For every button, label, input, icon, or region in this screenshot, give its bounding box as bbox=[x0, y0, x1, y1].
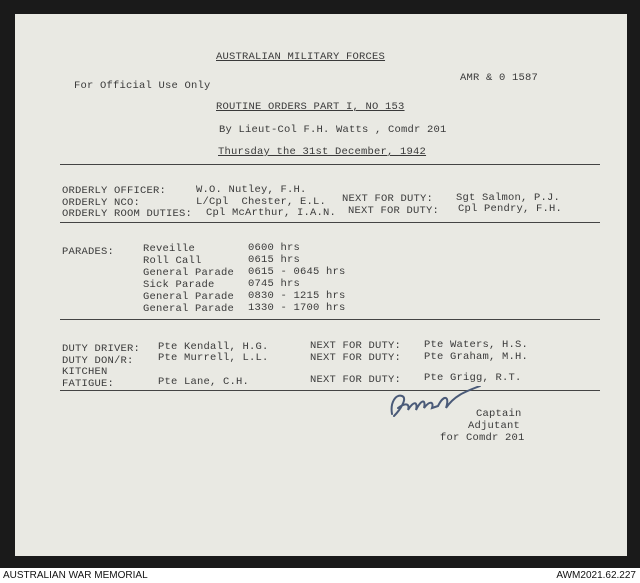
nco-next-value: Sgt Salmon, P.J. bbox=[456, 192, 561, 204]
orders-date: Thursday the 31st December, 1942 bbox=[218, 146, 427, 158]
parade-name: Sick Parade bbox=[143, 279, 215, 291]
reference-number: AMR & 0 1587 bbox=[460, 72, 539, 84]
parade-name: General Parade bbox=[143, 291, 235, 303]
room-label: ORDERLY ROOM DUTIES: bbox=[62, 208, 193, 220]
divider bbox=[60, 164, 600, 165]
parade-time: 0615 hrs bbox=[248, 254, 301, 266]
driver-label: DUTY DRIVER: bbox=[62, 343, 141, 355]
don-next-value: Pte Graham, M.H. bbox=[424, 351, 529, 363]
parade-time: 1330 - 1700 hrs bbox=[248, 302, 346, 314]
parade-time: 0615 - 0645 hrs bbox=[248, 266, 346, 278]
document-page bbox=[15, 14, 627, 556]
room-value: Cpl McArthur, I.A.N. bbox=[206, 207, 337, 219]
kitchen-label: KITCHEN bbox=[62, 366, 108, 378]
parade-name: General Parade bbox=[143, 267, 235, 279]
parade-name: Roll Call bbox=[143, 255, 202, 267]
fatigue-label: FATIGUE: bbox=[62, 378, 115, 390]
issued-by: By Lieut-Col F.H. Watts , Comdr 201 bbox=[219, 124, 447, 136]
divider bbox=[60, 390, 600, 391]
orders-title: ROUTINE ORDERS PART I, NO 153 bbox=[216, 101, 405, 113]
sign-role: Adjutant bbox=[468, 420, 521, 432]
sign-for: for Comdr 201 bbox=[440, 432, 525, 444]
footer-right: AWM2021.62.227 bbox=[556, 570, 636, 581]
parade-name: General Parade bbox=[143, 303, 235, 315]
room-next-label: NEXT FOR DUTY: bbox=[348, 205, 440, 217]
nco-value: L/Cpl Chester, E.L. bbox=[196, 196, 327, 208]
don-value: Pte Murrell, L.L. bbox=[158, 352, 269, 364]
fatigue-next-value: Pte Grigg, R.T. bbox=[424, 372, 522, 384]
nco-label: ORDERLY NCO: bbox=[62, 197, 141, 209]
sign-rank: Captain bbox=[476, 408, 522, 420]
parade-time: 0600 hrs bbox=[248, 242, 301, 254]
driver-next-value: Pte Waters, H.S. bbox=[424, 339, 529, 351]
parade-time: 0745 hrs bbox=[248, 278, 301, 290]
don-label: DUTY DON/R: bbox=[62, 355, 134, 367]
don-next-label: NEXT FOR DUTY: bbox=[310, 352, 402, 364]
divider bbox=[60, 222, 600, 223]
divider bbox=[60, 319, 600, 320]
driver-next-label: NEXT FOR DUTY: bbox=[310, 340, 402, 352]
officer-value: W.O. Nutley, F.H. bbox=[196, 184, 307, 196]
nco-next-label: NEXT FOR DUTY: bbox=[342, 193, 434, 205]
footer-left: AUSTRALIAN WAR MEMORIAL bbox=[3, 570, 148, 581]
doc-header: AUSTRALIAN MILITARY FORCES bbox=[216, 51, 386, 63]
parades-label: PARADES: bbox=[62, 246, 115, 258]
room-next-value: Cpl Pendry, F.H. bbox=[458, 203, 563, 215]
parade-time: 0830 - 1215 hrs bbox=[248, 290, 346, 302]
official-use: For Official Use Only bbox=[74, 80, 211, 92]
officer-label: ORDERLY OFFICER: bbox=[62, 185, 167, 197]
parade-name: Reveille bbox=[143, 243, 196, 255]
driver-value: Pte Kendall, H.G. bbox=[158, 341, 269, 353]
fatigue-next-label: NEXT FOR DUTY: bbox=[310, 374, 402, 386]
fatigue-value: Pte Lane, C.H. bbox=[158, 376, 250, 388]
